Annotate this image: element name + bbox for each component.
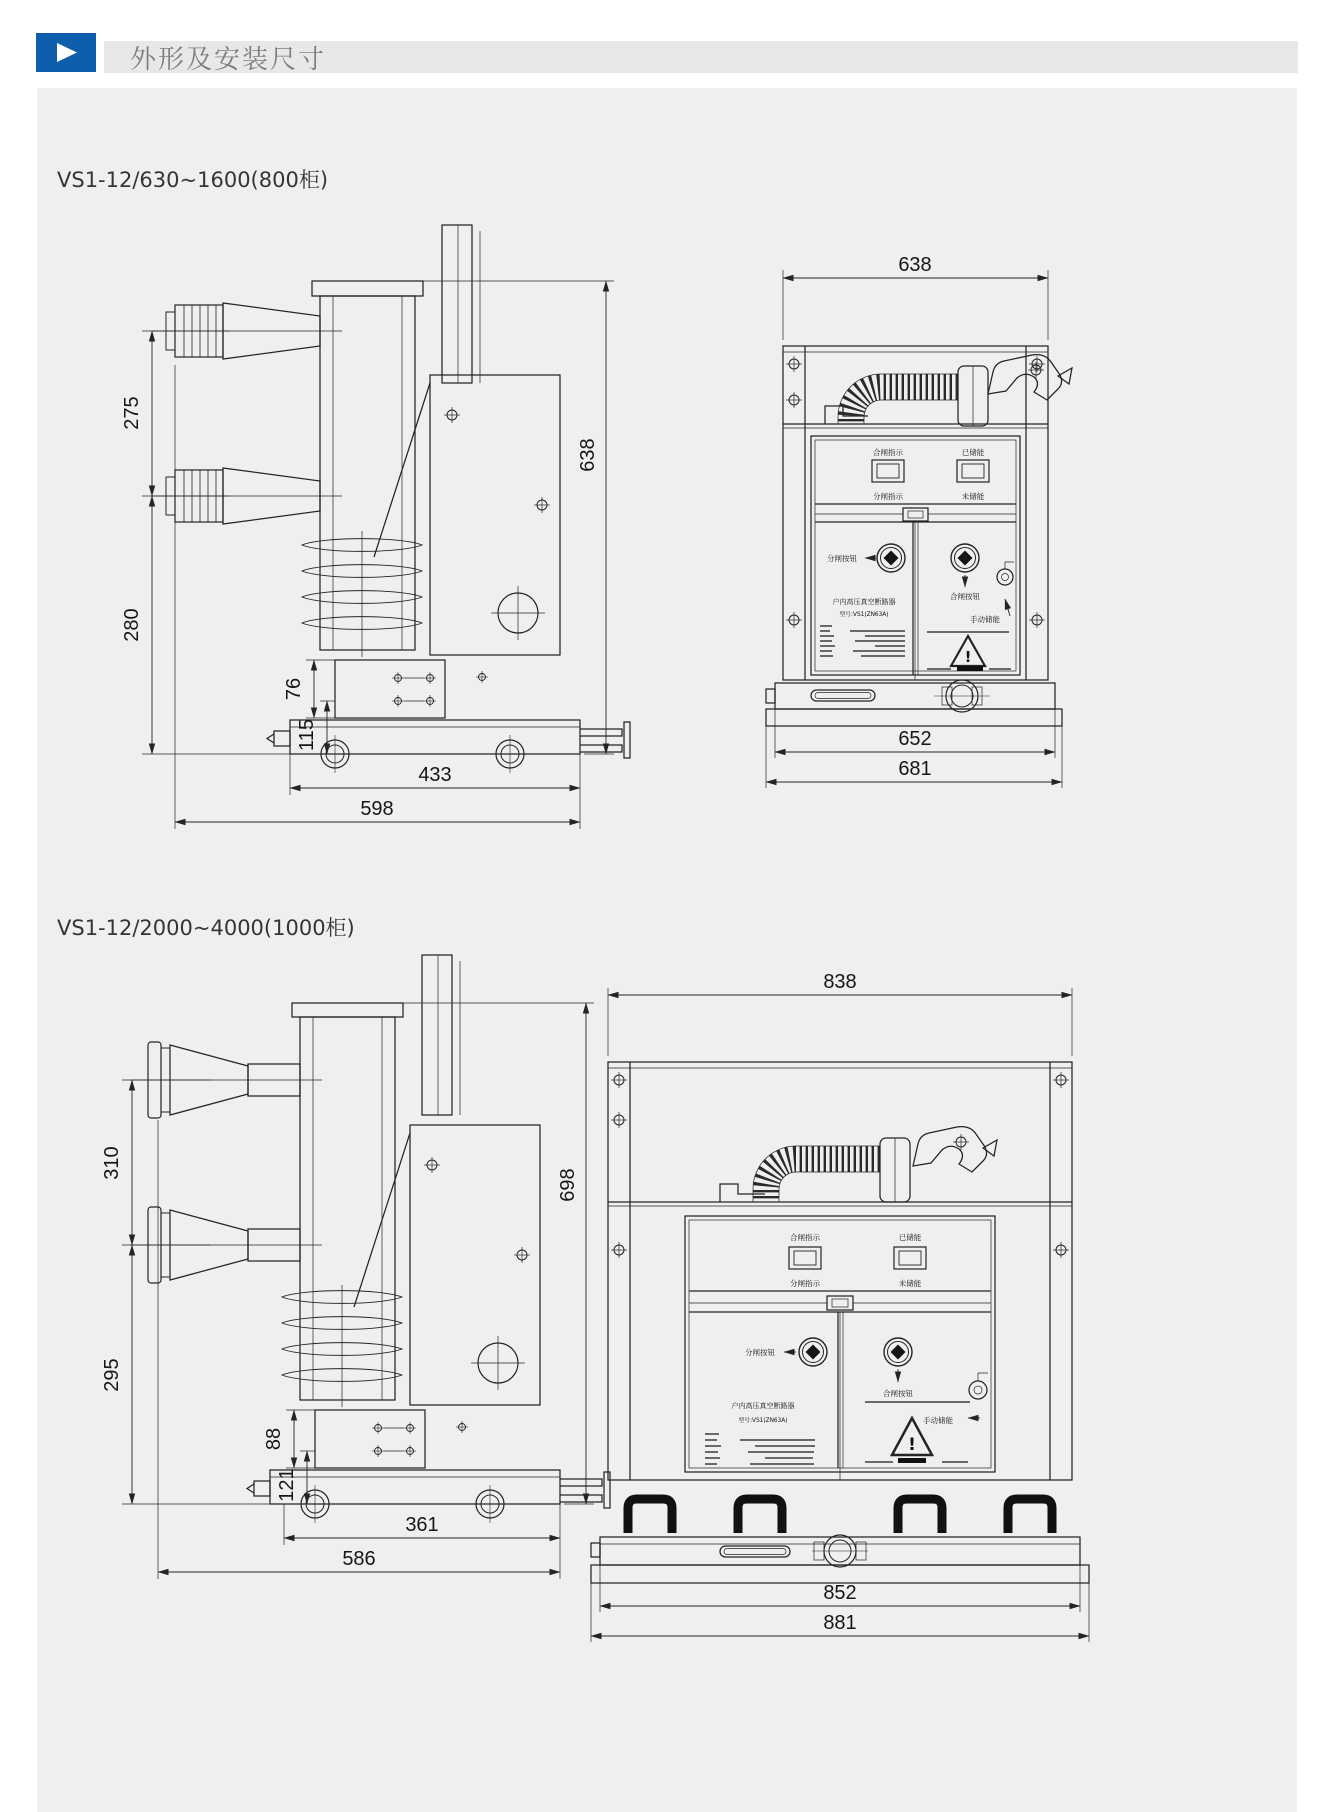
base-bar-lower [591,1565,1089,1583]
dim-label: 280 [121,608,143,642]
close-indicator-label: 合闸指示 [790,1233,820,1242]
indicator-window [872,460,904,482]
base-frame [290,720,580,754]
dim-label: 88 [263,1427,285,1451]
dim-label: 652 [898,728,932,750]
close-button[interactable] [884,1338,912,1366]
front-view-1000 [580,950,1100,1690]
open-button-label: 分闸按钮 [827,554,857,563]
wheel [316,735,354,773]
base-bar-lower [766,709,1062,726]
side-view-1000 [70,945,650,1605]
target-mark [491,586,545,640]
wheel [296,1485,334,1523]
dim-label: 638 [898,254,932,276]
section-title-800: VS1-12/630~1600(800柜) [57,168,329,192]
nameplate-model: 型号:VS1(ZN63A) [839,612,889,618]
close-button-label: 合闸按钮 [883,1389,913,1398]
indicator-window [957,460,989,482]
charging-handle [913,1127,987,1172]
warning-exclamation: ! [908,1435,916,1455]
manual-charge-label: 手动储能 [970,615,1000,624]
open-button-label: 分闸按钮 [745,1348,775,1357]
bolt-mark [456,1421,468,1433]
nameplate-fineprint [705,1434,815,1464]
nameplate-title: 户内高压真空断路器 [731,1402,795,1410]
side-view-800-drawing [152,225,630,829]
front-view-1000-dimensions [591,1565,1089,1642]
dim-label: 295 [101,1358,123,1392]
dim-label: 881 [823,1612,857,1634]
dim-label: 586 [342,1548,376,1570]
front-view-800-dimensions [766,709,1062,788]
interlock-slot [903,508,928,521]
interlock-slot [827,1296,853,1310]
page-title: 外形及安装尺寸 [130,44,327,75]
side-view-800 [90,205,670,850]
manual-charge-crank[interactable] [969,1381,987,1399]
bolt-mark [534,497,550,513]
indicator-window [789,1247,821,1269]
bolt-mark [424,1157,440,1173]
target-mark [471,1336,525,1390]
indicator-window [894,1247,926,1269]
front-view-800 [665,228,1100,858]
dim-label: 681 [898,758,932,780]
dim-label: 638 [577,438,599,472]
dim-label: 310 [101,1146,123,1180]
nameplate-model: 型号:VS1(ZN63A) [738,1418,788,1424]
dim-label: 698 [557,1168,579,1202]
charged-label: 已储能 [961,448,985,457]
base-bar-upper [775,683,1055,709]
terminal-block [335,660,445,718]
dim-label: 361 [405,1514,439,1536]
nameplate-fineprint [820,626,905,656]
uncharged-label: 未储能 [898,1279,922,1288]
open-indicator-label: 分闸指示 [873,492,903,501]
base-roller [934,680,990,712]
play-icon [36,33,96,72]
dim-label: 433 [418,764,452,786]
base-roller [812,1535,868,1567]
bolt-mark [444,407,460,423]
open-button[interactable] [799,1338,827,1366]
play-icon-triangle [57,43,77,62]
bolt-mark [514,1247,530,1263]
dim-label: 852 [823,1582,857,1604]
uncharged-label: 未储能 [961,492,985,501]
nameplate-title: 户内高压真空断路器 [832,598,896,606]
terminal-block [315,1410,425,1468]
side-view-1000-drawing [130,955,610,1579]
open-indicator-label: 分闸指示 [790,1279,820,1288]
side-view-800-dimensions [121,281,614,829]
open-button[interactable] [877,544,905,572]
close-button[interactable] [951,544,979,572]
dim-label: 275 [121,396,143,430]
front-view-800-drawing [766,254,1072,726]
bolt-mark [476,671,488,683]
wheel [471,1485,509,1523]
wheel [491,735,529,773]
section-title-1000: VS1-12/2000~4000(1000柜) [57,916,355,940]
charging-handle [988,355,1062,400]
front-view-1000-drawing [591,971,1089,1583]
dim-label: 121 [276,1468,298,1502]
flexible-conduit [766,1159,880,1200]
dim-label: 76 [283,677,305,701]
manual-charge-crank[interactable] [997,569,1013,585]
lifting-brackets [628,1499,1052,1533]
close-button-label: 合闸按钮 [950,592,980,601]
warning-exclamation: ! [964,648,972,666]
charged-label: 已储能 [898,1233,922,1242]
dim-label: 598 [360,798,394,820]
header-bar [104,41,1298,73]
close-indicator-label: 合闸指示 [873,448,903,457]
dim-label: 115 [296,719,318,751]
dim-label: 838 [823,971,857,993]
manual-charge-label: 手动储能 [923,1416,953,1425]
base-frame [270,1470,560,1504]
flexible-conduit [851,387,958,422]
